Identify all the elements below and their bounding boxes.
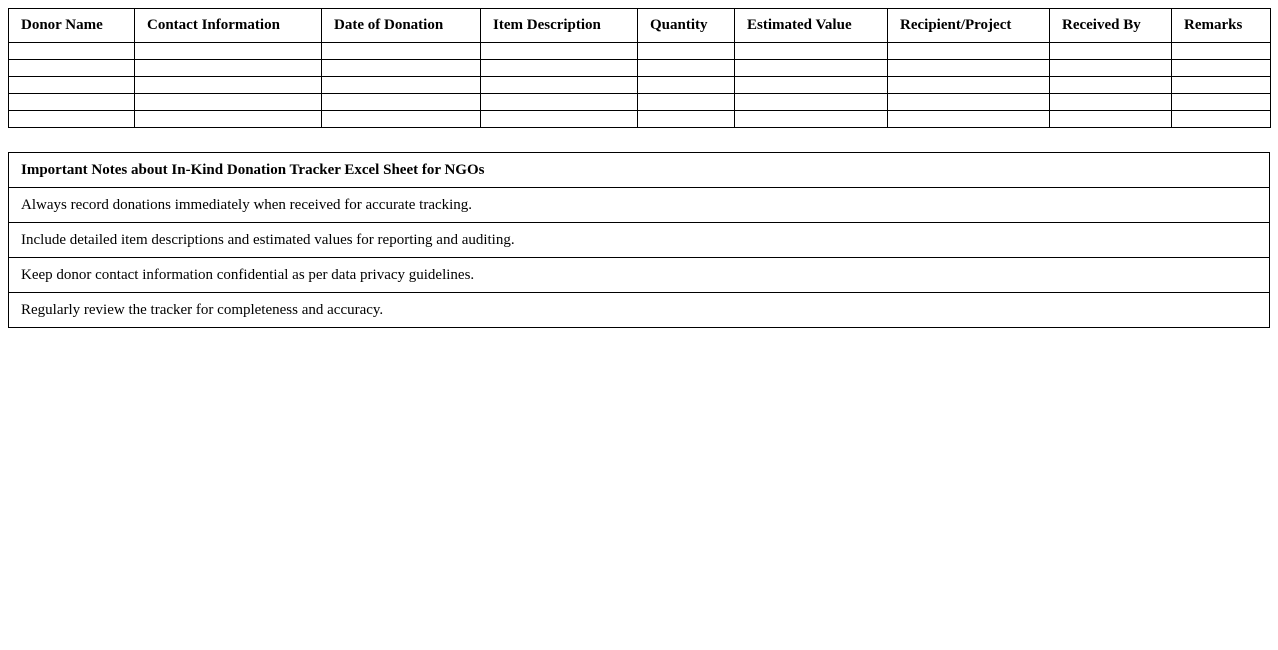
table-cell[interactable] [735,111,888,128]
column-header-item-description: Item Description [481,9,638,43]
table-cell[interactable] [322,77,481,94]
column-header-donor-name: Donor Name [9,9,135,43]
table-cell[interactable] [9,111,135,128]
table-row [9,94,1271,111]
table-row [9,60,1271,77]
table-cell[interactable] [135,43,322,60]
table-cell[interactable] [1050,60,1172,77]
table-cell[interactable] [9,77,135,94]
table-cell[interactable] [481,60,638,77]
table-cell[interactable] [135,60,322,77]
table-cell[interactable] [481,43,638,60]
table-cell[interactable] [888,77,1050,94]
table-cell[interactable] [638,60,735,77]
column-header-remarks: Remarks [1172,9,1271,43]
table-cell[interactable] [638,111,735,128]
table-cell[interactable] [1172,43,1271,60]
table-header-row [9,9,1271,43]
table-cell[interactable] [888,60,1050,77]
table-body [9,43,1271,128]
column-header-contact-information: Contact Information [135,9,322,43]
table-cell[interactable] [322,43,481,60]
note-row [9,293,1270,328]
column-header-estimated-value: Estimated Value [735,9,888,43]
table-cell[interactable] [1050,111,1172,128]
note-item: Regularly review the tracker for completeness and accuracy. [9,293,1270,328]
table-cell[interactable] [638,94,735,111]
column-header-date-of-donation: Date of Donation [322,9,481,43]
table-cell[interactable] [1172,77,1271,94]
table-cell[interactable] [481,94,638,111]
note-row [9,223,1270,258]
column-header-recipient-project: Recipient/Project [888,9,1050,43]
table-cell[interactable] [1050,94,1172,111]
table-cell[interactable] [1172,94,1271,111]
table-cell[interactable] [1172,111,1271,128]
table-cell[interactable] [9,94,135,111]
table-cell[interactable] [322,60,481,77]
table-cell[interactable] [638,43,735,60]
table-cell[interactable] [322,111,481,128]
notes-title-row [9,153,1270,188]
table-cell[interactable] [1172,60,1271,77]
table-cell[interactable] [9,43,135,60]
table-cell[interactable] [1050,77,1172,94]
note-item: Include detailed item descriptions and estimated values for reporting and auditing. [9,223,1270,258]
table-cell[interactable] [481,111,638,128]
table-cell[interactable] [135,111,322,128]
table-cell[interactable] [1050,43,1172,60]
table-cell[interactable] [888,111,1050,128]
table-cell[interactable] [135,77,322,94]
table-cell[interactable] [888,94,1050,111]
table-cell[interactable] [481,77,638,94]
table-cell[interactable] [735,60,888,77]
table-cell[interactable] [322,94,481,111]
table-cell[interactable] [638,77,735,94]
table-cell[interactable] [135,94,322,111]
donation-tracker-table [8,8,1271,128]
notes-title: Important Notes about In-Kind Donation Tracker Excel Sheet for NGOs [9,153,1270,188]
note-item: Keep donor contact information confidential as per data privacy guidelines. [9,258,1270,293]
table-cell[interactable] [888,43,1050,60]
column-header-quantity: Quantity [638,9,735,43]
table-cell[interactable] [735,43,888,60]
note-row [9,258,1270,293]
table-row [9,77,1271,94]
table-cell[interactable] [735,77,888,94]
table-cell[interactable] [735,94,888,111]
table-row [9,43,1271,60]
notes-table [8,152,1270,328]
note-item: Always record donations immediately when received for accurate tracking. [9,188,1270,223]
column-header-received-by: Received By [1050,9,1172,43]
note-row [9,188,1270,223]
table-cell[interactable] [9,60,135,77]
table-row [9,111,1271,128]
page-content [8,8,1270,328]
